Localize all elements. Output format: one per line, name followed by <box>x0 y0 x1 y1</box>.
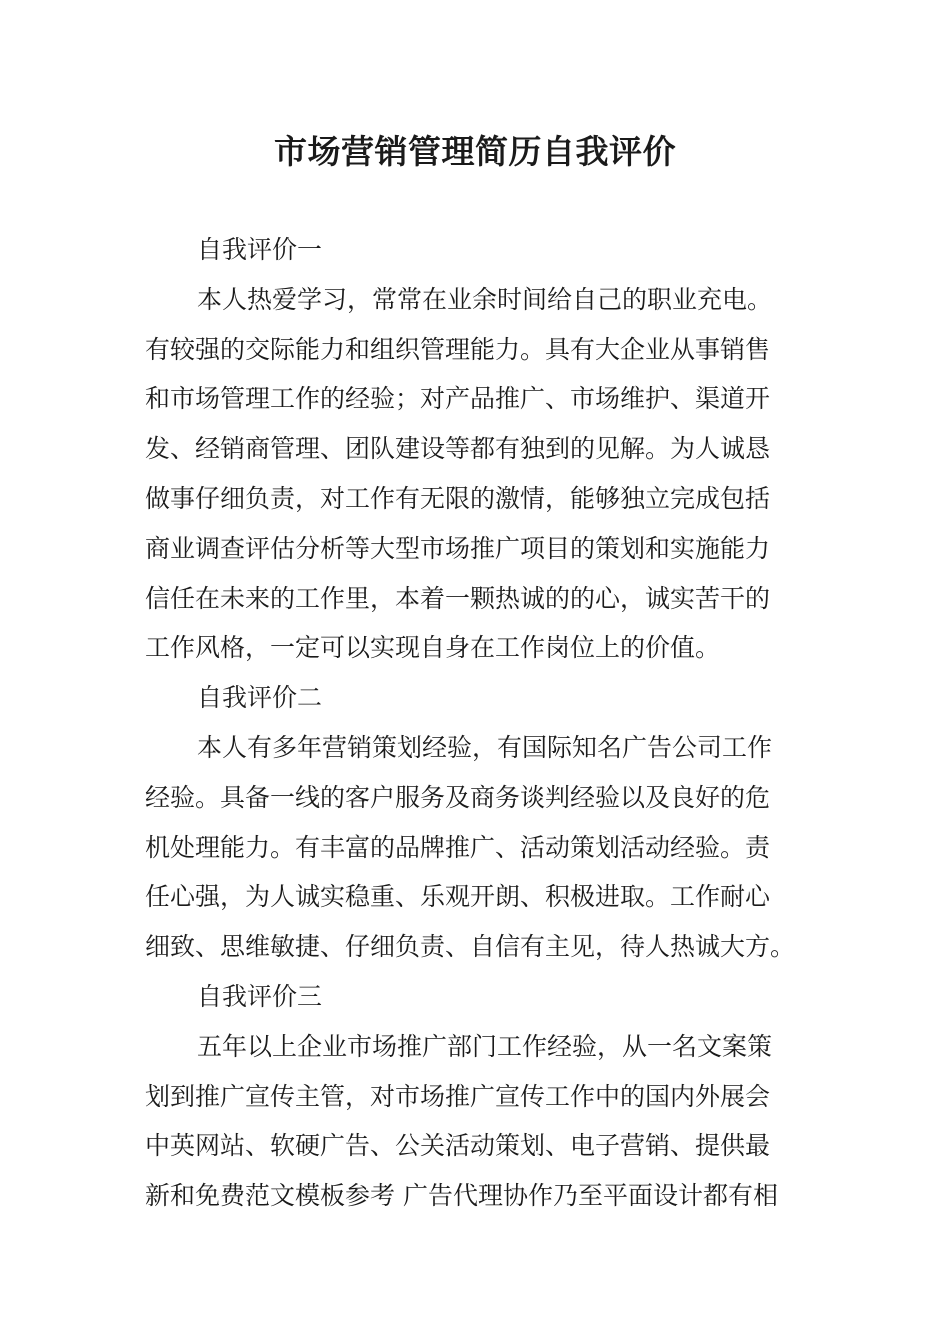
section-heading: 自我评价二 <box>197 683 323 713</box>
text-line: 任心强，为人诚实稳重、乐观开朗、积极进取。工作耐心 <box>145 882 771 912</box>
text-line: 工作风格，一定可以实现自身在工作岗位上的价值。 <box>145 633 721 663</box>
text-line: 新和免费范文模板参考 广告代理协作乃至平面设计都有相 <box>145 1181 778 1211</box>
section-heading: 自我评价一 <box>197 235 323 264</box>
text-line: 和市场管理工作的经验；对产品推广、市场维护、渠道开 <box>145 384 771 414</box>
text-line: 有较强的交际能力和组织管理能力。具有大企业从事销售 <box>145 334 771 364</box>
text-line: 经验。具备一线的客户服务及商务谈判经验以及良好的危 <box>145 782 771 812</box>
text-line: 划到推广宣传主管，对市场推广宣传工作中的国内外展会 <box>145 1081 771 1111</box>
text-line: 信任在未来的工作里，本着一颗热诚的的心，诚实苦干的 <box>145 583 771 613</box>
text-line: 机处理能力。有丰富的品牌推广、活动策划活动经验。责 <box>145 832 771 862</box>
text-line: 发、经销商管理、团队建设等都有独到的见解。为人诚恳 <box>145 434 771 464</box>
document-body <box>145 225 807 1221</box>
text-line: 本人有多年营销策划经验，有国际知名广告公司工作 <box>197 732 773 762</box>
document-title: 市场营销管理简历自我评价 <box>274 132 676 171</box>
text-line: 做事仔细负责，对工作有无限的激情，能够独立完成包括 <box>145 483 771 513</box>
text-line: 商业调查评估分析等大型市场推广项目的策划和实施能力 <box>145 533 771 563</box>
text-line: 本人热爱学习，常常在业余时间给自己的职业充电。 <box>197 284 773 314</box>
text-line: 细致、思维敏捷、仔细负责、自信有主见，待人热诚大方。 <box>145 932 796 962</box>
section-heading: 自我评价三 <box>197 981 323 1011</box>
text-line: 中英网站、软硬广告、公关活动策划、电子营销、提供最 <box>145 1131 771 1161</box>
text-line: 五年以上企业市场推广部门工作经验，从一名文案策 <box>197 1031 773 1061</box>
